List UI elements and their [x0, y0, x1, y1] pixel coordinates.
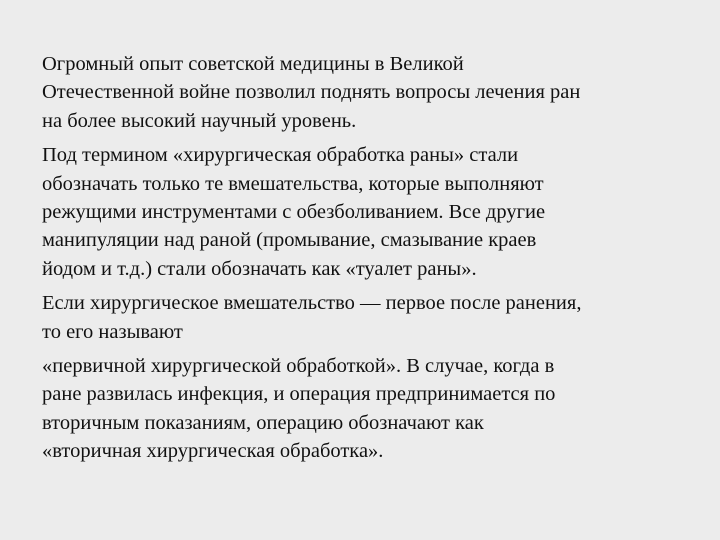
- text-line: Огромный опыт советской медицины в Великой: [42, 53, 464, 75]
- text-line: «первичной хирургической обработкой». В случае, когда в: [42, 355, 555, 378]
- text-line: йодом и т.д.) стали обозначать как «туалет раны».: [42, 257, 477, 280]
- text-line: режущими инструментами с обезболиванием. Все другие: [42, 201, 546, 224]
- paragraph-2: [42, 141, 692, 283]
- text-line: Если хирургическое вмешательство — первое после ранения,: [42, 292, 582, 315]
- text-line: манипуляции над раной (промывание, смазывание краев: [42, 229, 537, 252]
- text-line: ране развилась инфекция, и операция предпринимается по: [42, 383, 556, 406]
- text-line: Отечественной войне позволил поднять вопросы лечения ран: [42, 81, 581, 104]
- paragraph-1: [42, 50, 692, 135]
- text-body: [42, 50, 692, 466]
- text-line: вторичным показаниям, операцию обозначают как: [42, 411, 484, 434]
- text-line: Под термином «хирургическая обработка раны» стали: [42, 144, 519, 167]
- text-line: обозначать только те вмешательства, которые выполняют: [42, 172, 544, 195]
- text-line: то его называют: [42, 320, 183, 343]
- paragraph-4: [42, 352, 692, 466]
- paragraph-3: [42, 289, 692, 346]
- text-line: на более высокий научный уровень.: [42, 109, 357, 132]
- text-line: «вторичная хирургическая обработка».: [42, 440, 384, 463]
